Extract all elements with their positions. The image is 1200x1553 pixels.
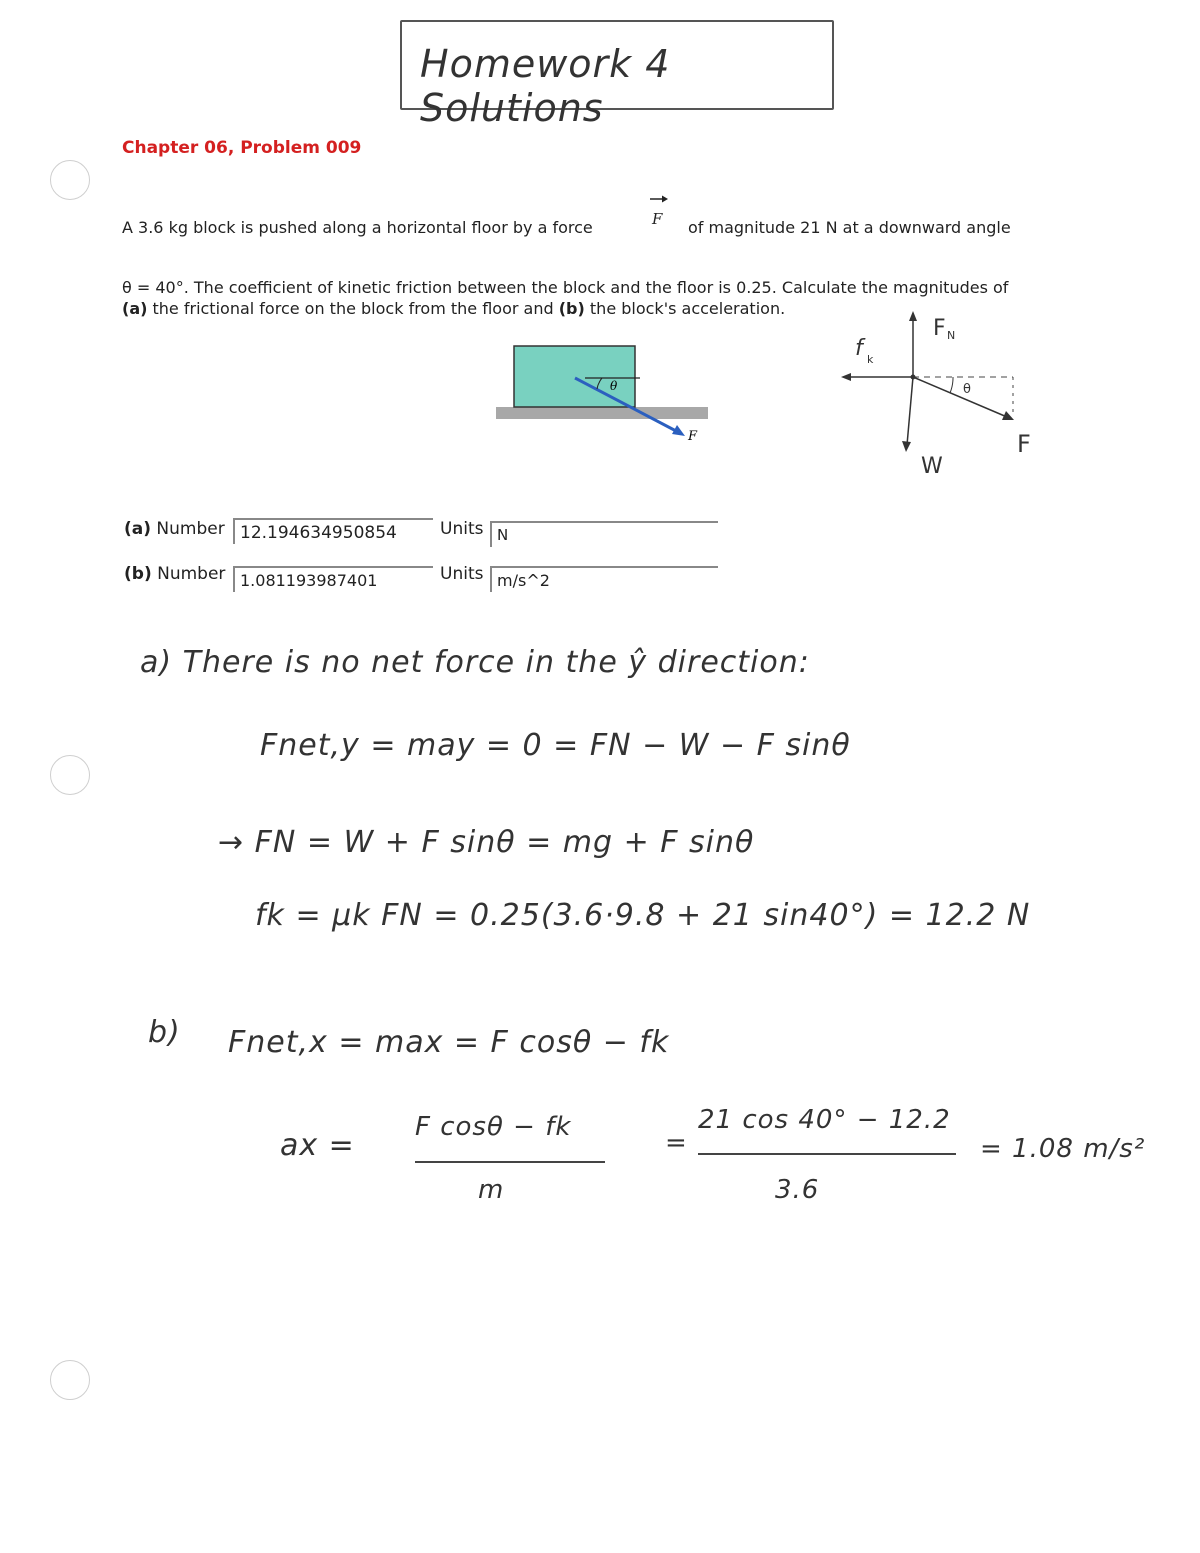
answer-b-number-field[interactable]: 1.081193987401	[233, 566, 433, 592]
solution-b-intro: b)	[148, 1015, 181, 1050]
fbd-normal-force-sub: N	[947, 329, 956, 342]
binder-hole-top	[50, 160, 90, 200]
answer-a-number-field[interactable]: 12.194634950854	[233, 518, 433, 544]
floor	[496, 407, 708, 419]
solution-a-eq2: → FN = W + F sinθ = mg + F sinθ	[218, 825, 755, 860]
binder-hole-middle	[50, 755, 90, 795]
answer-a-label	[124, 519, 225, 539]
part-a-tag: (a)	[122, 299, 148, 318]
title-box	[400, 20, 834, 130]
solution-b-result: = 1.08 m/s²	[980, 1134, 1146, 1164]
answer-b-number-label: Number	[157, 564, 226, 584]
solution-b-eq1: Fnet,x = max = F cosθ − fk	[228, 1025, 670, 1060]
fbd-weight-label: W	[921, 454, 943, 479]
answer-a-units-field[interactable]: N	[490, 521, 718, 547]
problem-heading: Chapter 06, Problem 009	[122, 138, 362, 158]
block-figure	[490, 340, 720, 450]
problem-text-line1a: A 3.6 kg block is pushed along a horizontal floor by a force	[122, 218, 593, 237]
solution-b-ax: ax =	[280, 1128, 355, 1163]
part-b-tag: (b)	[558, 299, 585, 318]
figure-theta-label: θ	[610, 379, 618, 393]
force-symbol: F	[652, 210, 663, 228]
figure-force-label: F	[688, 429, 698, 444]
solution-a-eq1: Fnet,y = may = 0 = FN − W − F sinθ	[260, 728, 851, 763]
solution-b-equals: =	[665, 1128, 688, 1158]
force-vector-arrow-icon	[648, 194, 670, 204]
solution-a-intro: a) There is no net force in the ŷ direction:	[140, 645, 810, 680]
part-a-text: the frictional force on the block from the floor and	[147, 299, 559, 318]
solution-b-num2: 21 cos 40° − 12.2	[698, 1105, 951, 1135]
answer-b-units-field[interactable]: m/s^2	[490, 566, 718, 592]
answer-a-number-field-rule	[235, 518, 433, 519]
solution-b-num1: F cosθ − fk	[415, 1112, 572, 1142]
answer-a-units-label: Units	[440, 519, 484, 539]
free-body-diagram	[835, 305, 1050, 485]
part-b-text: the block's acceleration.	[584, 299, 786, 318]
fbd-friction-label: f	[855, 336, 863, 361]
fraction-bar-1	[415, 1161, 605, 1163]
solution-b-den1: m	[478, 1175, 505, 1205]
binder-hole-bottom	[50, 1360, 90, 1400]
answer-b-label	[124, 564, 225, 584]
problem-text-line1b: of magnitude 21 N at a downward angle	[688, 218, 1011, 237]
answer-a-number-label: Number	[156, 519, 225, 539]
solution-a-eq3: fk = μk FN = 0.25(3.6·9.8 + 21 sin40°) = 12.2 N	[255, 898, 1031, 933]
problem-text-line3	[122, 299, 785, 318]
solution-b-den2: 3.6	[775, 1175, 820, 1205]
fbd-normal-force-label: F	[933, 316, 946, 341]
answer-a-tag: (a)	[124, 519, 152, 539]
problem-text-line2: θ = 40°. The coefficient of kinetic friction between the block and the floor is 0.25. Calculate the magnitudes of	[122, 278, 1009, 297]
fbd-theta-label: θ	[963, 382, 971, 397]
answer-b-tag: (b)	[124, 564, 152, 584]
answer-b-units-label: Units	[440, 564, 484, 584]
fraction-bar-2	[698, 1153, 956, 1155]
block	[514, 346, 635, 407]
page-title: Homework 4 Solutions	[420, 42, 671, 130]
force-arrowhead	[672, 425, 685, 436]
fbd-friction-sub: k	[867, 353, 874, 366]
fbd-force-label: F	[1017, 430, 1031, 458]
